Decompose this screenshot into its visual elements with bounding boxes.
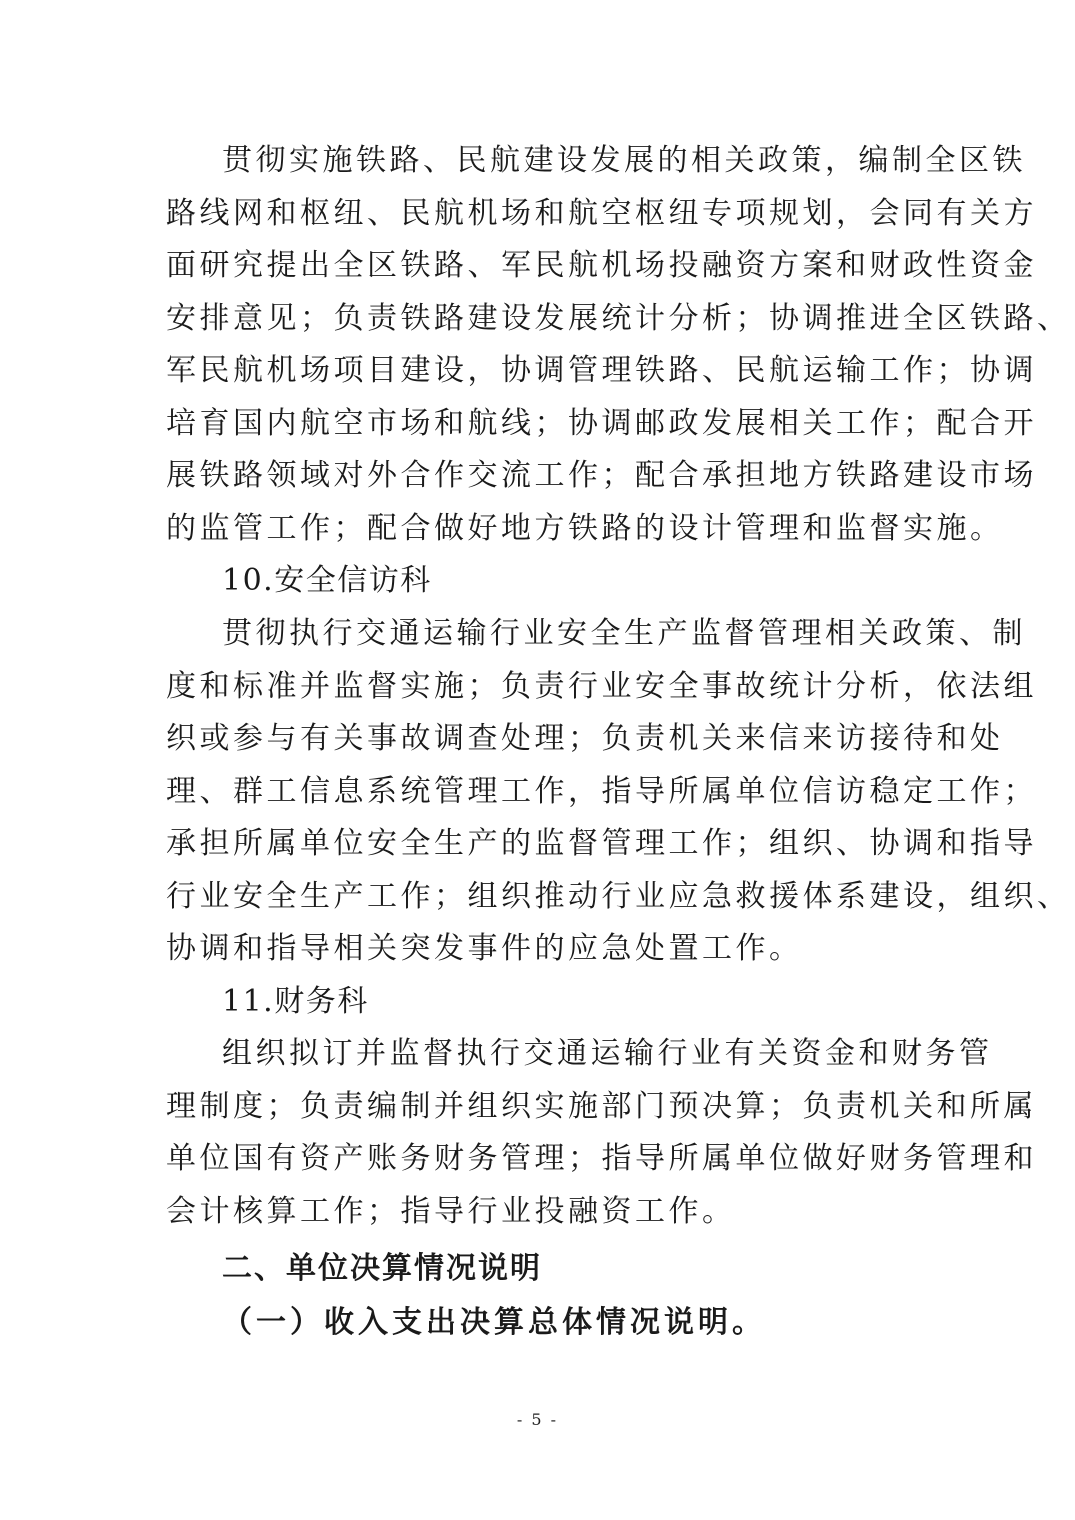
paragraph-line: 织或参与有关事故调查处理；负责机关来信来访接待和处 — [166, 721, 1004, 756]
paragraph-line: 单位国有资产账务财务管理；指导所属单位做好财务管理和 — [166, 1141, 1037, 1176]
paragraph-line: 面研究提出全区铁路、军民航机场投融资方案和财政性资金 — [166, 248, 1037, 283]
section-10-title: 10.安全信访科 — [222, 563, 432, 598]
paragraph-line: 安排意见；负责铁路建设发展统计分析；协调推进全区铁路、 — [166, 301, 1071, 336]
paragraph-line: 理、群工信息系统管理工作，指导所属单位信访稳定工作； — [166, 774, 1037, 809]
paragraph-line: 培育国内航空市场和航线；协调邮政发展相关工作；配合开 — [166, 406, 1037, 441]
paragraph-line: 贯彻实施铁路、民航建设发展的相关政策，编制全区铁 — [222, 143, 1026, 178]
paragraph-line: 协调和指导相关突发事件的应急处置工作。 — [166, 931, 803, 966]
subsection-heading: （一）收入支出决算总体情况说明。 — [222, 1305, 766, 1340]
paragraph-line: 路线网和枢纽、民航机场和航空枢纽专项规划，会同有关方 — [166, 196, 1037, 231]
paragraph-line: 行业安全生产工作；组织推动行业应急救援体系建设，组织、 — [166, 879, 1071, 914]
paragraph-line: 承担所属单位安全生产的监督管理工作；组织、协调和指导 — [166, 826, 1037, 861]
section-11-title: 11.财务科 — [222, 984, 369, 1019]
page-number: - 5 - — [516, 1410, 559, 1429]
paragraph-line: 军民航机场项目建设，协调管理铁路、民航运输工作；协调 — [166, 353, 1037, 388]
paragraph-line: 会计核算工作；指导行业投融资工作。 — [166, 1194, 736, 1229]
paragraph-line: 贯彻执行交通运输行业安全生产监督管理相关政策、制 — [222, 616, 1026, 651]
paragraph-line: 展铁路领域对外合作交流工作；配合承担地方铁路建设市场 — [166, 458, 1037, 493]
paragraph-line: 的监管工作；配合做好地方铁路的设计管理和监督实施。 — [166, 511, 1004, 546]
paragraph-line: 组织拟订并监督执行交通运输行业有关资金和财务管 — [222, 1036, 993, 1071]
paragraph-line: 度和标准并监督实施；负责行业安全事故统计分析，依法组 — [166, 669, 1037, 704]
paragraph-line: 理制度；负责编制并组织实施部门预决算；负责机关和所属 — [166, 1089, 1037, 1124]
section-heading: 二、单位决算情况说明 — [222, 1251, 542, 1286]
